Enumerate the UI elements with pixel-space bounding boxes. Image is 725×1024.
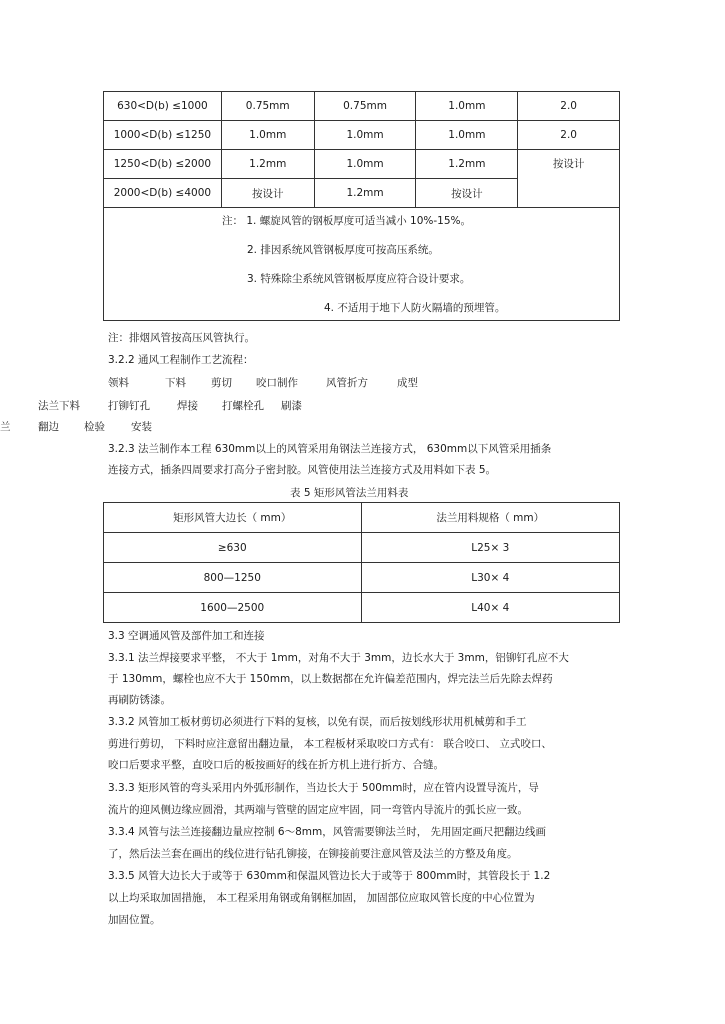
paragraph-line: 3.3.1 法兰焊接要求平整， 不大于 1mm，对角不大于 3mm，边长水大于 3mm，铝铆钉孔应不大 bbox=[108, 652, 569, 664]
table-cell: L40× 4 bbox=[361, 593, 620, 623]
section-heading: 3.3 空调通风管及部件加工和连接 bbox=[108, 630, 265, 642]
table-cell: 0.75mm bbox=[314, 92, 416, 121]
flow-step: 咬口制作 bbox=[256, 377, 298, 389]
table-row bbox=[104, 121, 620, 150]
table-row bbox=[104, 593, 620, 623]
paragraph-line: 3.3.4 风管与法兰连接翻边量应控制 6～8mm，风管需要铆法兰时， 先用固定画尺把翻边线画 bbox=[108, 826, 547, 838]
flow-step: 风管折方 bbox=[326, 377, 368, 389]
table-cell: 2.0 bbox=[518, 92, 620, 121]
paragraph-line: 流片的迎风侧边缘应圆滑，其两端与管壁的固定应牢固，同一弯管内导流片的弧长应一致。 bbox=[108, 804, 528, 816]
table-cell: 800—1250 bbox=[104, 563, 362, 593]
table-cell: 2.0 bbox=[518, 121, 620, 150]
flow-step: 刷漆 bbox=[281, 400, 302, 412]
table-cell: ≥630 bbox=[104, 533, 362, 563]
flow-step: 法兰下料 bbox=[38, 400, 80, 412]
flow-step: 焊接 bbox=[177, 400, 198, 412]
flow-step: 翻边 bbox=[38, 421, 59, 433]
table-row bbox=[104, 533, 620, 563]
table-cell: 1.0mm bbox=[416, 92, 518, 121]
table-cell: 1250<D(b) ≤2000 bbox=[104, 150, 222, 179]
note-line: 4. 不适用于地下人防火隔墙的预埋管。 bbox=[324, 302, 506, 314]
paragraph-line: 了，然后法兰套在画出的线位进行钻孔铆接，在铆接前要注意风管及法兰的方整及角度。 bbox=[108, 848, 518, 860]
table-cell: 2000<D(b) ≤4000 bbox=[104, 179, 222, 208]
paragraph-line: 剪进行剪切， 下料时应注意留出翻边量， 本工程板材采取咬口方式有： 联合咬口、 立式咬口、 bbox=[108, 738, 552, 750]
flow-step: 检验 bbox=[84, 421, 105, 433]
table-cell: 1.0mm bbox=[314, 121, 416, 150]
flow-step: 下料 bbox=[165, 377, 186, 389]
thickness-table bbox=[103, 91, 620, 321]
table-cell: 1000<D(b) ≤1250 bbox=[104, 121, 222, 150]
table-title: 表 5 矩形风管法兰用料表 bbox=[290, 487, 409, 499]
paragraph-line: 3.3.5 风管大边长大于或等于 630mm和保温风管边长大于或等于 800mm时，其管段长于 1.2 bbox=[108, 870, 551, 882]
paragraph-line: 于 130mm，螺栓也应不大于 150mm，以上数据都在允许偏差范围内，焊完法兰后先除去焊药 bbox=[108, 673, 553, 685]
exhaust-note: 注：排烟风管按高压风管执行。 bbox=[108, 332, 255, 344]
section-heading: 3.2.2 通风工程制作工艺流程： bbox=[108, 354, 254, 366]
flow-step: 打螺栓孔 bbox=[222, 400, 264, 412]
note-line: 2. 排因系统风管钢板厚度可按高压系统。 bbox=[247, 244, 439, 256]
table-row bbox=[104, 150, 620, 179]
table-cell: 1.2mm bbox=[221, 150, 314, 179]
table-row bbox=[104, 563, 620, 593]
table-header: 法兰用料规格（ mm） bbox=[361, 503, 620, 533]
table-header-row bbox=[104, 503, 620, 533]
table-cell: 按设计 bbox=[518, 150, 620, 208]
table-cell: 按设计 bbox=[416, 179, 518, 208]
table-row bbox=[104, 92, 620, 121]
table-cell: 630<D(b) ≤1000 bbox=[104, 92, 222, 121]
table-cell: 1.0mm bbox=[314, 150, 416, 179]
table-cell: L30× 4 bbox=[361, 563, 620, 593]
flow-step: 兰 bbox=[0, 421, 11, 433]
table-notes bbox=[104, 208, 620, 321]
paragraph-line: 咬口后要求平整，直咬口后的板按画好的线在折方机上进行折方、合缝。 bbox=[108, 759, 444, 771]
paragraph-line: 连接方式，插条四周要求打高分子密封胶。风管使用法兰连接方式及用料如下表 5。 bbox=[108, 464, 497, 476]
table-cell: 按设计 bbox=[221, 179, 314, 208]
paragraph-line: 加固位置。 bbox=[108, 914, 161, 926]
flow-step: 安装 bbox=[131, 421, 152, 433]
paragraph-line: 3.3.3 矩形风管的弯头采用内外弧形制作，当边长大于 500mm时，应在管内设置导流片，导 bbox=[108, 782, 539, 794]
table-cell: L25× 3 bbox=[361, 533, 620, 563]
paragraph-line: 3.2.3 法兰制作本工程 630mm以上的风管采用角钢法兰连接方式， 630mm以下风管采用插条 bbox=[108, 443, 552, 455]
table-header: 矩形风管大边长（ mm） bbox=[104, 503, 362, 533]
flange-table bbox=[103, 502, 620, 623]
paragraph-line: 以上均采取加固措施， 本工程采用角钢或角钢框加固， 加固部位应取风管长度的中心位置为 bbox=[108, 892, 535, 904]
table-cell: 1.2mm bbox=[416, 150, 518, 179]
paragraph-line: 再刷防锈漆。 bbox=[108, 694, 171, 706]
table-cell: 0.75mm bbox=[221, 92, 314, 121]
flow-step: 成型 bbox=[397, 377, 418, 389]
paragraph-line: 3.3.2 风管加工板材剪切必须进行下料的复核，以免有误，而后按划线形状用机械剪和手工 bbox=[108, 716, 527, 728]
table-cell: 1.0mm bbox=[416, 121, 518, 150]
note-line: 3. 特殊除尘系统风管钢板厚度应符合设计要求。 bbox=[247, 273, 471, 285]
table-cell: 1.2mm bbox=[314, 179, 416, 208]
table-cell: 1600—2500 bbox=[104, 593, 362, 623]
note-line: 注： 1. 螺旋风管的钢板厚度可适当减小 10%-15%。 bbox=[222, 215, 471, 227]
table-cell: 1.0mm bbox=[221, 121, 314, 150]
table-note-row bbox=[104, 208, 620, 321]
flow-step: 打铆钉孔 bbox=[108, 400, 150, 412]
flow-step: 领料 bbox=[108, 377, 129, 389]
flow-step: 剪切 bbox=[211, 377, 232, 389]
